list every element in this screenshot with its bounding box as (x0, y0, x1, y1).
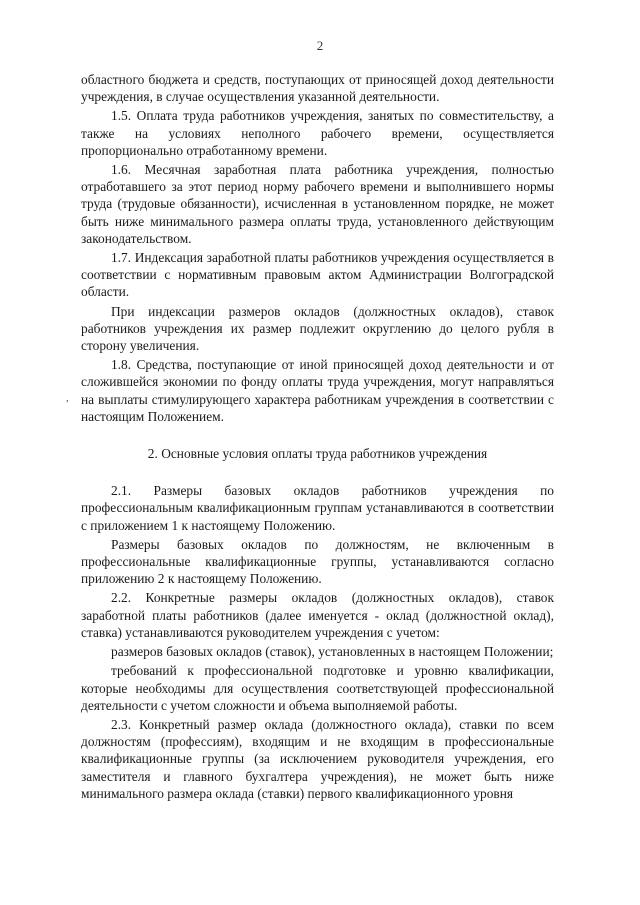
paragraph-1-7: 1.7. Индексация заработной платы работников учреждения осуществляется в соответствии с нормативным правовым актом Администрации Волгоградской области. (81, 250, 554, 300)
paragraph-2-1-base-salaries: Размеры базовых окладов по должностям, не включенным в профессиональные квалификационные группы, устанавливаются согласно приложению 2 к настоящему Положению. (81, 536, 554, 587)
paragraph-1-7-indexation: При индексации размеров окладов (должностных окладов), ставок работников учреждения их размер подлежит округлению до целого рубля в сторону увеличения. (81, 303, 554, 354)
paragraph-1-8: 1.8. Средства, поступающие от иной приносящей доход деятельности и от сложившейся экономии по фонду оплаты труда учреждения, могут направляться на выплаты стимулирующего характера работникам учреждения в соответствии с настоящим Положением. (81, 357, 554, 424)
paragraph-2-1: 2.1. Размеры базовых окладов работников учреждения по профессиональным квалификационным группам устанавливаются в соответствии с приложением 1 к настоящему Положению. (81, 483, 554, 533)
paragraph-1-6: 1.6. Месячная заработная плата работника учреждения, полностью отработавшего за этот период норму рабочего времени и выполнившего нормы труда (трудовые обязанности), исчисленная в установленном порядке, не может быть ниже минимального размера оплаты труда, установленного действующим законодательством. (81, 162, 554, 246)
paragraph-2-2: 2.2. Конкретные размеры окладов (должностных окладов), ставок заработной платы работников (далее именуется - оклад (должностной оклад), ставка) устанавливаются руководителем учреждения с учетом: (81, 590, 554, 640)
paragraph-2-2-item-b: требований к профессиональной подготовке и уровню квалификации, которые необходимы для осуществления соответствующей профессиональной деятельности с учетом сложности и объема выполняемой работы. (81, 663, 554, 713)
paragraph-2-3: 2.3. Конкретный размер оклада (должностного оклада), ставки по всем должностям (профессиям), входящим и не входящим в профессиональные квалификационные группы (за исключением руководителя учреждения, его заместителя и главного бухгалтера учреждения), не может быть ниже минимального размера оклада (ставки) первого квалификационного уровня (81, 716, 554, 801)
margin-mark: , (66, 392, 69, 404)
page-number: 2 (316, 38, 324, 53)
paragraph-1-5: 1.5. Оплата труда работников учреждения, занятых по совместительству, а также на условиях неполного рабочего времени, осуществляется пропорционально отработанному времени. (81, 108, 554, 158)
paragraph-continuation: областного бюджета и средств, поступающих от приносящей доход деятельности учреждения, в случае осуществления указанной деятельности. (81, 72, 554, 105)
document-body (81, 71, 554, 802)
paragraph-2-2-item-a: размеров базовых окладов (ставок), установленных в настоящем Положении; (111, 644, 554, 660)
section-heading-2: 2. Основные условия оплаты труда работников учреждения (147, 446, 488, 462)
